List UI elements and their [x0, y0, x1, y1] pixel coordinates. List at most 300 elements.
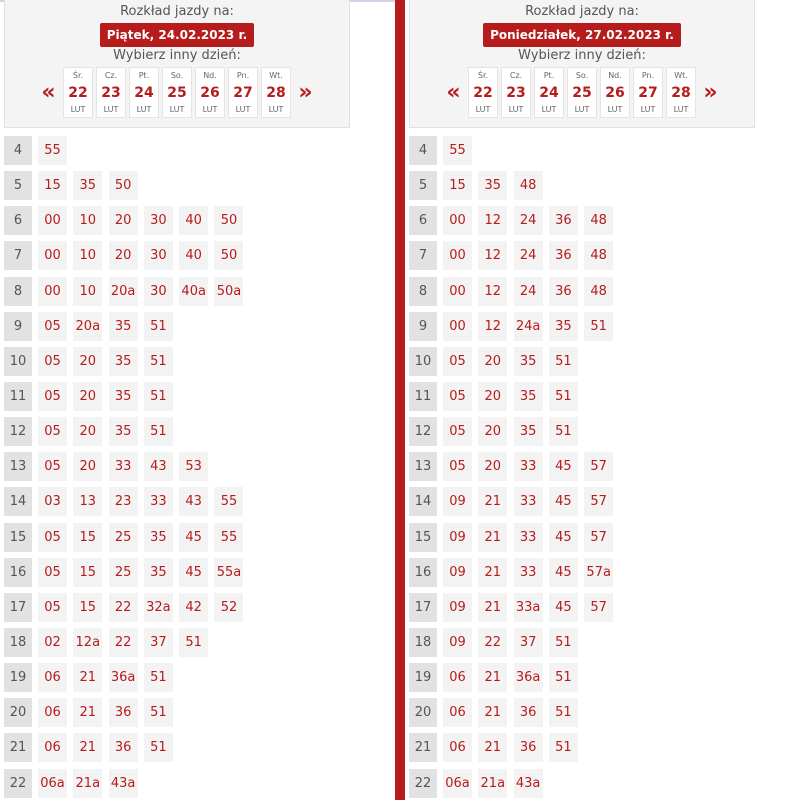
departure-minute[interactable]: 35: [549, 312, 578, 341]
departure-minute[interactable]: 24: [514, 206, 543, 235]
departure-minute[interactable]: 09: [443, 558, 472, 587]
departure-minute[interactable]: 06: [38, 663, 67, 692]
timetable-heading: Rozkład jazdy na:: [120, 4, 234, 19]
departure-minute[interactable]: 00: [443, 312, 472, 341]
departure-minute[interactable]: 45: [549, 452, 578, 481]
minutes-list: [38, 452, 214, 481]
departure-minute[interactable]: 36: [549, 241, 578, 270]
departure-minute[interactable]: 51: [144, 312, 173, 341]
departure-minute[interactable]: 21a: [478, 769, 507, 798]
hour-cell: 7: [4, 241, 32, 270]
departure-minute[interactable]: 36: [549, 206, 578, 235]
departure-minute[interactable]: 00: [38, 206, 67, 235]
departure-minute[interactable]: 43: [179, 487, 208, 516]
departure-minute[interactable]: 36: [109, 698, 138, 727]
departure-minute[interactable]: 24a: [514, 312, 543, 341]
departure-minute[interactable]: 51: [144, 382, 173, 411]
minutes-list: [443, 206, 619, 235]
day-num: 27: [638, 84, 658, 101]
day-option[interactable]: [63, 67, 93, 118]
departure-minute[interactable]: 21: [478, 663, 507, 692]
hour-cell: 19: [409, 663, 437, 692]
departure-minute[interactable]: 24: [514, 277, 543, 306]
minutes-list: [38, 628, 214, 657]
day-month: LUT: [169, 105, 185, 114]
departure-minute[interactable]: 33: [109, 452, 138, 481]
minutes-list: [443, 136, 478, 165]
departure-minute[interactable]: 00: [38, 241, 67, 270]
departure-minute[interactable]: 21: [73, 663, 102, 692]
minutes-list: [443, 733, 584, 762]
departure-minute[interactable]: 36a: [109, 663, 138, 692]
hour-cell: 4: [4, 136, 32, 165]
departure-minute[interactable]: 57: [584, 593, 613, 622]
hour-cell: 21: [4, 733, 32, 762]
day-option[interactable]: [567, 67, 597, 118]
day-month: LUT: [673, 105, 689, 114]
minutes-list: [38, 698, 179, 727]
departure-minute[interactable]: 21: [478, 593, 507, 622]
departure-minute[interactable]: 09: [443, 487, 472, 516]
hour-cell: 20: [4, 698, 32, 727]
departure-minute[interactable]: 12: [478, 241, 507, 270]
departure-minute[interactable]: 09: [443, 593, 472, 622]
day-option[interactable]: [195, 67, 225, 118]
departure-minute[interactable]: 00: [443, 206, 472, 235]
departure-minute[interactable]: 51: [144, 698, 173, 727]
departure-minute[interactable]: 40: [179, 241, 208, 270]
timetable-row: [4, 379, 394, 414]
day-list: [62, 67, 293, 118]
day-month: LUT: [268, 105, 284, 114]
day-picker: [410, 67, 754, 118]
departure-minute[interactable]: 57: [584, 523, 613, 552]
departure-minute[interactable]: 43: [144, 452, 173, 481]
timetable-row: [4, 168, 394, 203]
minutes-list: [38, 417, 179, 446]
departure-minute[interactable]: 40: [179, 206, 208, 235]
departure-minute[interactable]: 57: [584, 452, 613, 481]
hour-cell: 10: [4, 347, 32, 376]
departure-minute[interactable]: 09: [443, 523, 472, 552]
day-month: LUT: [607, 105, 623, 114]
departure-minute[interactable]: 51: [549, 698, 578, 727]
timetable-row: [409, 484, 799, 519]
day-option[interactable]: [261, 67, 291, 118]
departure-minute[interactable]: 30: [144, 277, 173, 306]
departure-minute[interactable]: 35: [514, 382, 543, 411]
departure-minute[interactable]: 48: [584, 277, 613, 306]
selected-date-badge: Piątek, 24.02.2023 r.: [100, 23, 254, 47]
departure-minute[interactable]: 57a: [584, 558, 613, 587]
timetable-row: [409, 203, 799, 238]
departure-minute[interactable]: 51: [144, 733, 173, 762]
day-option[interactable]: [666, 67, 696, 118]
hour-cell: 14: [4, 487, 32, 516]
departure-minute[interactable]: 12: [478, 312, 507, 341]
departure-minute[interactable]: 20: [73, 452, 102, 481]
minutes-list: [443, 769, 549, 798]
day-num: 23: [506, 84, 526, 101]
minutes-list: [443, 241, 619, 270]
minutes-list: [38, 769, 144, 798]
timetable-row: [4, 520, 394, 555]
minutes-list: [38, 593, 250, 622]
day-month: LUT: [508, 105, 524, 114]
departure-minute[interactable]: 36: [514, 698, 543, 727]
day-num: 28: [671, 84, 691, 101]
minutes-list: [443, 277, 619, 306]
prev-days-arrow-icon[interactable]: «: [446, 79, 461, 105]
hour-cell: 13: [409, 452, 437, 481]
hour-cell: 9: [4, 312, 32, 341]
departure-minute[interactable]: 22: [478, 628, 507, 657]
day-num: 24: [539, 84, 559, 101]
timetable-heading: Rozkład jazdy na:: [525, 4, 639, 19]
departure-minute[interactable]: 15: [38, 171, 67, 200]
departure-minute[interactable]: 06: [443, 698, 472, 727]
departure-minute[interactable]: 20: [109, 241, 138, 270]
departure-minute[interactable]: 45: [549, 558, 578, 587]
day-option[interactable]: [96, 67, 126, 118]
departure-minute[interactable]: 15: [73, 558, 102, 587]
departure-minute[interactable]: 45: [179, 523, 208, 552]
departure-minute[interactable]: 50: [214, 206, 243, 235]
minutes-list: [443, 171, 549, 200]
departure-minute[interactable]: 35: [109, 382, 138, 411]
departure-minute[interactable]: 36a: [514, 663, 543, 692]
day-option[interactable]: [228, 67, 258, 118]
day-list: [467, 67, 698, 118]
departure-minute[interactable]: 55: [214, 523, 243, 552]
day-month: LUT: [70, 105, 86, 114]
departure-minute[interactable]: 21: [478, 523, 507, 552]
departure-minute[interactable]: 20: [73, 382, 102, 411]
departure-minute[interactable]: 50: [214, 241, 243, 270]
day-option[interactable]: [600, 67, 630, 118]
departure-minute[interactable]: 45: [549, 523, 578, 552]
minutes-list: [443, 487, 619, 516]
departure-minute[interactable]: 05: [38, 523, 67, 552]
departure-minute[interactable]: 25: [109, 523, 138, 552]
departure-minute[interactable]: 05: [38, 452, 67, 481]
hour-cell: 12: [409, 417, 437, 446]
departure-minute[interactable]: 37: [514, 628, 543, 657]
day-month: LUT: [202, 105, 218, 114]
departure-minute[interactable]: 15: [73, 523, 102, 552]
departure-minute[interactable]: 20: [478, 452, 507, 481]
departure-minute[interactable]: 12: [478, 277, 507, 306]
next-days-arrow-icon[interactable]: »: [703, 79, 718, 105]
departure-minute[interactable]: 37: [144, 628, 173, 657]
day-name: Wt.: [269, 71, 283, 80]
day-month: LUT: [640, 105, 656, 114]
departure-minute[interactable]: 45: [179, 558, 208, 587]
departure-minute[interactable]: 06a: [38, 769, 67, 798]
departure-minute[interactable]: 25: [109, 558, 138, 587]
departure-minute[interactable]: 05: [443, 347, 472, 376]
day-name: Nd.: [203, 71, 217, 80]
day-num: 26: [605, 84, 625, 101]
departure-minute[interactable]: 51: [179, 628, 208, 657]
timetable-panel-left: [0, 0, 395, 800]
departure-minute[interactable]: 40a: [179, 277, 208, 306]
timetable-row: [409, 133, 799, 168]
departure-minute[interactable]: 50a: [214, 277, 243, 306]
departure-minute[interactable]: 35: [73, 171, 102, 200]
departure-minute[interactable]: 52: [214, 593, 243, 622]
hour-cell: 11: [409, 382, 437, 411]
departure-minute[interactable]: 20: [109, 206, 138, 235]
timetable-row: [409, 168, 799, 203]
departure-minute[interactable]: 45: [549, 593, 578, 622]
departure-minute[interactable]: 55: [38, 136, 67, 165]
timetable-grid: [4, 133, 394, 800]
day-option[interactable]: [129, 67, 159, 118]
minutes-list: [443, 663, 584, 692]
departure-minute[interactable]: 45: [549, 487, 578, 516]
departure-minute[interactable]: 00: [443, 241, 472, 270]
timetable-row: [409, 730, 799, 765]
departure-minute[interactable]: 51: [549, 663, 578, 692]
departure-minute[interactable]: 21: [73, 698, 102, 727]
departure-minute[interactable]: 50: [109, 171, 138, 200]
departure-minute[interactable]: 57: [584, 487, 613, 516]
departure-minute[interactable]: 02: [38, 628, 67, 657]
minutes-list: [38, 382, 179, 411]
timetable-row: [4, 133, 394, 168]
departure-minute[interactable]: 03: [38, 487, 67, 516]
departure-minute[interactable]: 20a: [73, 312, 102, 341]
timetable-row: [4, 625, 394, 660]
timetable-row: [409, 274, 799, 309]
departure-minute[interactable]: 05: [38, 417, 67, 446]
departure-minute[interactable]: 05: [38, 593, 67, 622]
departure-minute[interactable]: 51: [584, 312, 613, 341]
day-num: 26: [200, 84, 220, 101]
departure-minute[interactable]: 36: [549, 277, 578, 306]
prev-days-arrow-icon[interactable]: «: [41, 79, 56, 105]
departure-minute[interactable]: 24: [514, 241, 543, 270]
day-month: LUT: [235, 105, 251, 114]
departure-minute[interactable]: 35: [144, 558, 173, 587]
hour-cell: 4: [409, 136, 437, 165]
minutes-list: [38, 277, 250, 306]
day-option[interactable]: [534, 67, 564, 118]
departure-minute[interactable]: 30: [144, 241, 173, 270]
day-option[interactable]: [501, 67, 531, 118]
timetable-row: [409, 449, 799, 484]
minutes-list: [38, 663, 179, 692]
departure-minute[interactable]: 21: [478, 558, 507, 587]
timetable-row: [409, 520, 799, 555]
day-num: 22: [473, 84, 493, 101]
departure-minute[interactable]: 05: [443, 452, 472, 481]
departure-minute[interactable]: 36: [109, 733, 138, 762]
day-name: Śr.: [477, 71, 489, 80]
hour-cell: 16: [4, 558, 32, 587]
day-num: 27: [233, 84, 253, 101]
day-name: Śr.: [72, 71, 84, 80]
departure-minute[interactable]: 48: [514, 171, 543, 200]
departure-minute[interactable]: 55a: [214, 558, 243, 587]
departure-minute[interactable]: 10: [73, 241, 102, 270]
departure-minute[interactable]: 55: [443, 136, 472, 165]
departure-minute[interactable]: 35: [109, 417, 138, 446]
departure-minute[interactable]: 35: [478, 171, 507, 200]
departure-minute[interactable]: 32a: [144, 593, 173, 622]
choose-day-label: Wybierz inny dzień:: [518, 48, 646, 63]
day-picker: [5, 67, 349, 118]
timetable-row: [4, 344, 394, 379]
departure-minute[interactable]: 20: [478, 417, 507, 446]
timetable-row: [4, 590, 394, 625]
departure-minute[interactable]: 35: [514, 347, 543, 376]
minutes-list: [38, 312, 179, 341]
departure-minute[interactable]: 05: [38, 382, 67, 411]
departure-minute[interactable]: 05: [443, 382, 472, 411]
timetable-row: [4, 660, 394, 695]
minutes-list: [443, 593, 619, 622]
hour-cell: 9: [409, 312, 437, 341]
departure-minute[interactable]: 15: [443, 171, 472, 200]
hour-cell: 22: [4, 769, 32, 798]
departure-minute[interactable]: 23: [109, 487, 138, 516]
timetable-row: [409, 309, 799, 344]
day-name: So.: [575, 71, 589, 80]
departure-minute[interactable]: 06: [38, 733, 67, 762]
hour-cell: 8: [4, 277, 32, 306]
departure-minute[interactable]: 43a: [109, 769, 138, 798]
departure-minute[interactable]: 05: [38, 347, 67, 376]
day-name: Cz.: [104, 71, 118, 80]
departure-minute[interactable]: 51: [549, 417, 578, 446]
departure-minute[interactable]: 53: [179, 452, 208, 481]
departure-minute[interactable]: 33: [514, 487, 543, 516]
departure-minute[interactable]: 33a: [514, 593, 543, 622]
departure-minute[interactable]: 48: [584, 241, 613, 270]
departure-minute[interactable]: 20: [478, 382, 507, 411]
hour-cell: 5: [409, 171, 437, 200]
departure-minute[interactable]: 33: [144, 487, 173, 516]
departure-minute[interactable]: 33: [514, 558, 543, 587]
departure-minute[interactable]: 06a: [443, 769, 472, 798]
hour-cell: 8: [409, 277, 437, 306]
departure-minute[interactable]: 51: [144, 347, 173, 376]
departure-minute[interactable]: 21a: [73, 769, 102, 798]
timetable-row: [4, 309, 394, 344]
day-option[interactable]: [468, 67, 498, 118]
day-option[interactable]: [633, 67, 663, 118]
next-days-arrow-icon[interactable]: »: [298, 79, 313, 105]
departure-minute[interactable]: 00: [38, 277, 67, 306]
departure-minute[interactable]: 20: [478, 347, 507, 376]
departure-minute[interactable]: 06: [443, 663, 472, 692]
timetable-grid: [409, 133, 799, 800]
departure-minute[interactable]: 05: [443, 417, 472, 446]
departure-minute[interactable]: 10: [73, 206, 102, 235]
departure-minute[interactable]: 33: [514, 452, 543, 481]
minutes-list: [443, 628, 584, 657]
hour-cell: 14: [409, 487, 437, 516]
minutes-list: [38, 206, 250, 235]
day-name: Cz.: [509, 71, 523, 80]
departure-minute[interactable]: 09: [443, 628, 472, 657]
departure-minute[interactable]: 20: [73, 417, 102, 446]
departure-minute[interactable]: 05: [38, 312, 67, 341]
departure-minute[interactable]: 43a: [514, 769, 543, 798]
date-selector-header: [409, 0, 755, 128]
minutes-list: [38, 171, 144, 200]
day-name: So.: [170, 71, 184, 80]
timetable-row: [409, 379, 799, 414]
departure-minute[interactable]: 33: [514, 523, 543, 552]
departure-minute[interactable]: 51: [549, 733, 578, 762]
departure-minute[interactable]: 35: [514, 417, 543, 446]
departure-minute[interactable]: 35: [109, 347, 138, 376]
departure-minute[interactable]: 00: [443, 277, 472, 306]
departure-minute[interactable]: 51: [549, 382, 578, 411]
departure-minute[interactable]: 22: [109, 593, 138, 622]
departure-minute[interactable]: 48: [584, 206, 613, 235]
departure-minute[interactable]: 10: [73, 277, 102, 306]
departure-minute[interactable]: 21: [73, 733, 102, 762]
departure-minute[interactable]: 15: [73, 593, 102, 622]
minutes-list: [443, 312, 619, 341]
hour-cell: 21: [409, 733, 437, 762]
day-name: Pn.: [641, 71, 655, 80]
departure-minute[interactable]: 21: [478, 733, 507, 762]
departure-minute[interactable]: 51: [549, 628, 578, 657]
departure-minute[interactable]: 20a: [109, 277, 138, 306]
departure-minute[interactable]: 36: [514, 733, 543, 762]
timetable-row: [409, 695, 799, 730]
departure-minute[interactable]: 55: [214, 487, 243, 516]
departure-minute[interactable]: 35: [144, 523, 173, 552]
departure-minute[interactable]: 20: [73, 347, 102, 376]
day-name: Nd.: [608, 71, 622, 80]
day-name: Pt.: [543, 71, 555, 80]
departure-minute[interactable]: 05: [38, 558, 67, 587]
departure-minute[interactable]: 42: [179, 593, 208, 622]
departure-minute[interactable]: 06: [38, 698, 67, 727]
day-num: 22: [68, 84, 88, 101]
departure-minute[interactable]: 51: [144, 417, 173, 446]
timetable-row: [409, 766, 799, 800]
hour-cell: 15: [4, 523, 32, 552]
departure-minute[interactable]: 13: [73, 487, 102, 516]
departure-minute[interactable]: 21: [478, 698, 507, 727]
departure-minute[interactable]: 35: [109, 312, 138, 341]
departure-minute[interactable]: 51: [549, 347, 578, 376]
timetable-row: [409, 238, 799, 273]
minutes-list: [38, 733, 179, 762]
departure-minute[interactable]: 12: [478, 206, 507, 235]
day-option[interactable]: [162, 67, 192, 118]
hour-cell: 15: [409, 523, 437, 552]
hour-cell: 13: [4, 452, 32, 481]
departure-minute[interactable]: 21: [478, 487, 507, 516]
date-selector-header: [4, 0, 350, 128]
departure-minute[interactable]: 51: [144, 663, 173, 692]
timetable-row: [409, 625, 799, 660]
hour-cell: 11: [4, 382, 32, 411]
departure-minute[interactable]: 06: [443, 733, 472, 762]
departure-minute[interactable]: 22: [109, 628, 138, 657]
departure-minute[interactable]: 12a: [73, 628, 102, 657]
timetable-row: [4, 449, 394, 484]
departure-minute[interactable]: 30: [144, 206, 173, 235]
